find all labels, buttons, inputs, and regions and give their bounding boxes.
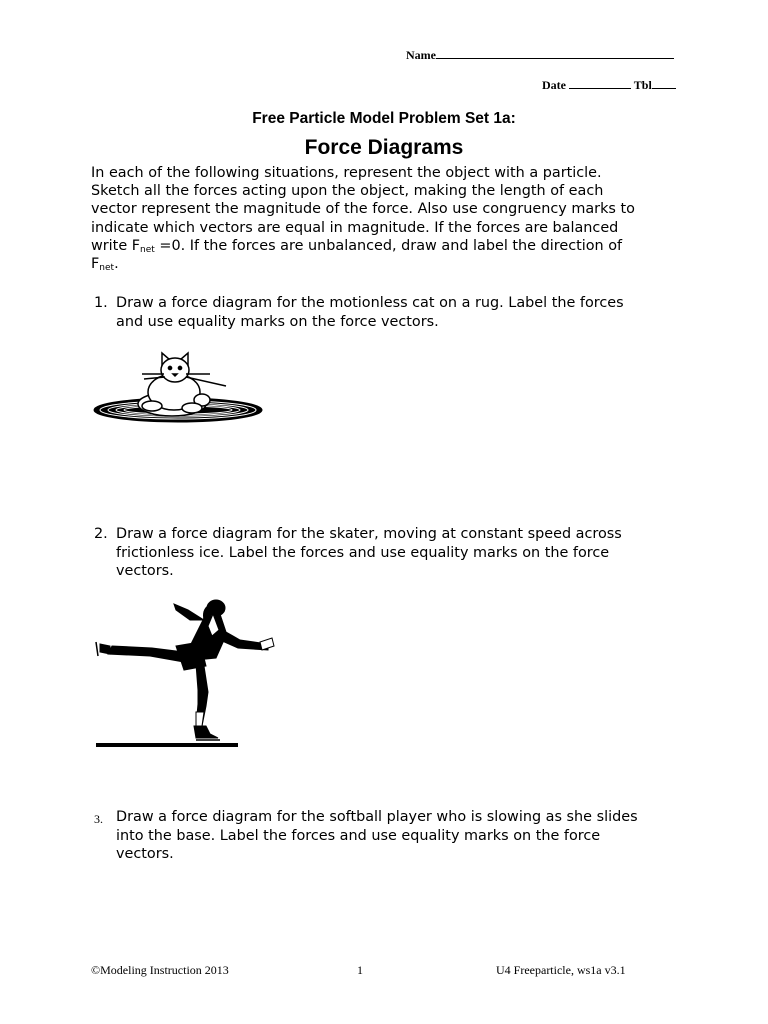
skater-illustration (92, 596, 278, 752)
intro-line (91, 237, 691, 255)
date-tbl-field (542, 76, 676, 93)
intro-line: indicate which vectors are equal in magnitude. If the forces are balanced (91, 219, 619, 236)
footer-copyright: ©Modeling Instruction 2013 (91, 963, 229, 977)
intro-text: F (91, 256, 100, 273)
ice-surface (96, 743, 238, 747)
question-1 (94, 294, 694, 331)
question-3 (94, 808, 694, 864)
cat-on-rug-illustration (92, 348, 268, 428)
intro-line: In each of the following situations, represent the object with a particle. (91, 165, 602, 181)
skater-image (96, 600, 268, 740)
footer-page-number: 1 (357, 963, 363, 977)
date-blank (569, 76, 631, 89)
question-number: 1. (94, 295, 108, 311)
name-blank (436, 46, 674, 59)
intro-line (91, 255, 691, 273)
intro-line: vector represent the magnitude of the force. Also use congruency marks to (91, 201, 635, 218)
date-label: Date (542, 78, 566, 92)
question-number: 2. (94, 526, 108, 542)
question-text: vectors. (116, 563, 174, 579)
question-text: Draw a force diagram for the softball player who is slowing as she slides (116, 809, 638, 825)
instructions-paragraph (91, 164, 691, 273)
intro-text: . (114, 256, 119, 273)
footer-doc-id: U4 Freeparticle, ws1a v3.1 (496, 963, 626, 977)
net-subscript: net (99, 263, 115, 274)
worksheet-subtitle: Free Particle Model Problem Set 1a: (252, 110, 516, 127)
question-text: Draw a force diagram for the motionless cat on a rug. Label the forces (116, 295, 624, 311)
question-text: and use equality marks on the force vectors. (116, 313, 439, 330)
name-label: Name (406, 48, 436, 62)
question-2 (94, 525, 694, 581)
question-text: frictionless ice. Label the forces and use equality marks on the force (116, 544, 610, 561)
intro-text: write F (91, 237, 141, 254)
question-text: vectors. (116, 846, 174, 862)
tbl-blank (652, 76, 676, 89)
worksheet-title: Force Diagrams (304, 136, 464, 159)
tbl-label: Tbl (633, 78, 652, 92)
net-subscript: net (140, 244, 155, 255)
intro-text: =0. If the forces are unbalanced, draw and label the direction of (154, 237, 623, 254)
question-text: into the base. Label the forces and use equality marks on the force (116, 827, 601, 844)
question-text: Draw a force diagram for the skater, moving at constant speed across (116, 526, 622, 542)
intro-line: Sketch all the forces acting upon the object, making the length of each (91, 183, 604, 200)
name-field (406, 46, 674, 63)
question-number: 3. (94, 812, 103, 826)
